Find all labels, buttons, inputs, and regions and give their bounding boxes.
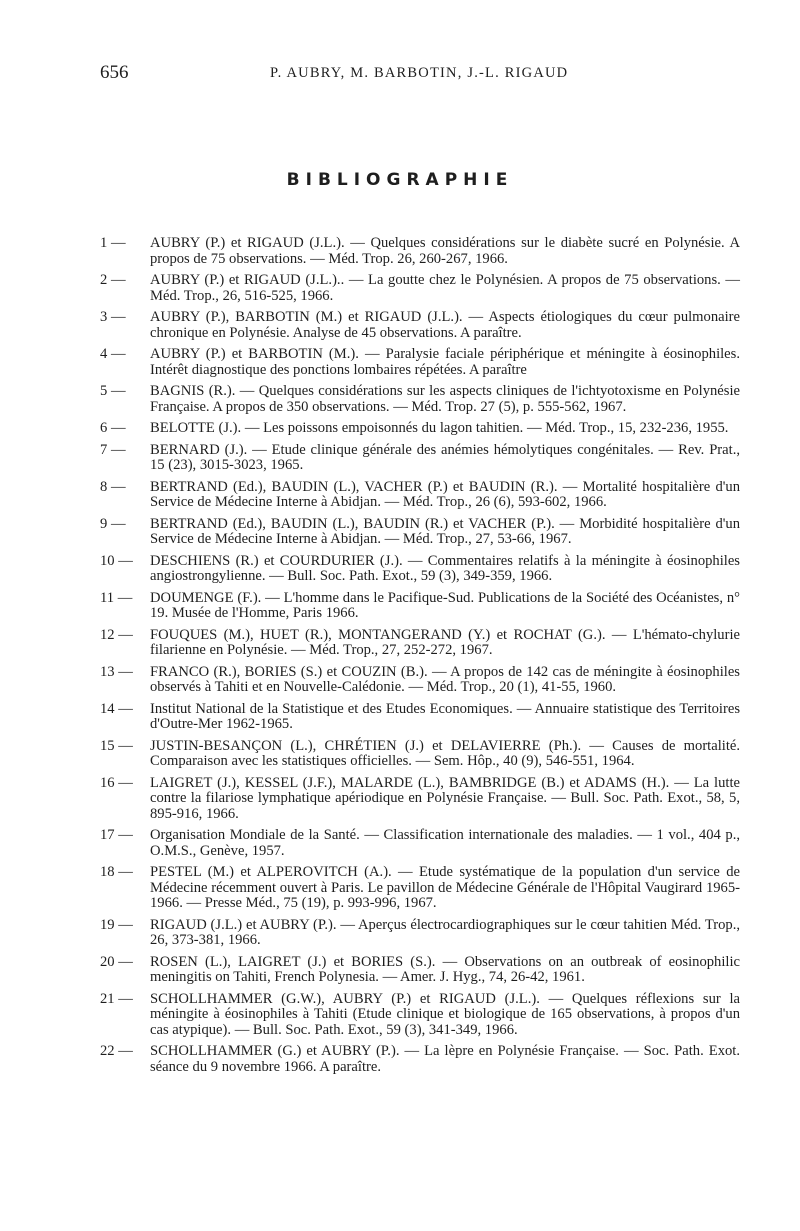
page-number: 656 <box>100 62 129 83</box>
reference-number: 18 — <box>100 864 133 880</box>
reference-entry <box>100 384 740 415</box>
reference-text: FOUQUES (M.), HUET (R.), MONTANGERAND (Y.) et ROCHAT (G.). — L'hémato-chylurie filarienne en Polynésie. — Méd. Trop., 27, 252-272, 1967. <box>150 626 740 658</box>
reference-entry <box>100 443 740 474</box>
reference-number: 2 — <box>100 272 126 288</box>
reference-entry <box>100 421 740 437</box>
reference-entry <box>100 480 740 511</box>
reference-entry <box>100 517 740 548</box>
reference-text: AUBRY (P.) et RIGAUD (J.L.). — Quelques considérations sur le diabète sucré en Polynésie. A propos de 75 observations. — Méd. Trop. 26, 260-267, 1966. <box>150 235 740 267</box>
reference-entry <box>100 865 740 912</box>
reference-number: 5 — <box>100 383 126 399</box>
reference-text: JUSTIN-BESANÇON (L.), CHRÉTIEN (J.) et DELAVIERRE (Ph.). — Causes de mortalité. Comparaison avec les statistiques officielles. — Sem. Hôp., 40 (9), 546-551, 1964. <box>150 737 740 769</box>
reference-text: BERTRAND (Ed.), BAUDIN (L.), BAUDIN (R.) et VACHER (P.). — Morbidité hospitalière d'un Service de Médecine Interne à Abidjan. — Méd. Trop., 27, 53-66, 1967. <box>150 515 740 547</box>
reference-text: FRANCO (R.), BORIES (S.) et COUZIN (B.). — A propos de 142 cas de méningite à éosinophiles observés à Tahiti et en Nouvelle-Calédonie. — Méd. Trop., 20 (1), 41-55, 1960. <box>150 663 740 695</box>
reference-entry <box>100 918 740 949</box>
reference-number: 21 — <box>100 990 133 1007</box>
reference-number: 10 — <box>100 552 133 569</box>
reference-text: LAIGRET (J.), KESSEL (J.F.), MALARDE (L.), BAMBRIDGE (B.) et ADAMS (H.). — La lutte contre la filariose lymphatique apériodique en Polynésie Française. — Bull. Soc. Path. Exot., 58, 5, 895-916, 1966. <box>150 774 740 822</box>
reference-entry <box>100 628 740 659</box>
reference-entry <box>100 554 740 585</box>
running-head: P. AUBRY, M. BARBOTIN, J.-L. RIGAUD <box>270 65 569 81</box>
reference-number: 11 — <box>100 589 133 606</box>
reference-number: 9 — <box>100 515 126 532</box>
reference-number: 22 — <box>100 1043 133 1059</box>
reference-entry <box>100 310 740 341</box>
reference-text: SCHOLLHAMMER (G.) et AUBRY (P.). — La lèpre en Polynésie Française. — Soc. Path. Exot. séance du 9 novembre 1966. A paraître. <box>150 1043 740 1075</box>
reference-text: AUBRY (P.) et BARBOTIN (M.). — Paralysie faciale périphérique et méningite à éosinophiles. Intérêt diagnostique des ponctions lombaires répétées. A paraître <box>150 346 740 378</box>
reference-entry <box>100 1044 740 1075</box>
reference-entry <box>100 591 740 622</box>
bibliography-list <box>100 236 740 1081</box>
reference-entry <box>100 665 740 696</box>
reference-number: 8 — <box>100 478 126 495</box>
reference-entry <box>100 992 740 1039</box>
reference-text: AUBRY (P.) et RIGAUD (J.L.).. — La goutte chez le Polynésien. A propos de 75 observations. — Méd. Trop., 26, 516-525, 1966. <box>150 272 740 304</box>
reference-entry <box>100 955 740 986</box>
reference-number: 17 — <box>100 827 133 843</box>
reference-number: 15 — <box>100 737 133 754</box>
reference-number: 4 — <box>100 346 126 362</box>
reference-text: RIGAUD (J.L.) et AUBRY (P.). — Aperçus électrocardiographiques sur le cœur tahitien Méd. Trop., 26, 373-381, 1966. <box>150 916 740 948</box>
reference-text: BAGNIS (R.). — Quelques considérations sur les aspects cliniques de l'ichtyotoxisme en Polynésie Française. A propos de 350 observations. — Méd. Trop. 27 (5), p. 555-562, 1967. <box>150 383 740 415</box>
reference-text: BELOTTE (J.). — Les poissons empoisonnés du lagon tahitien. — Méd. Trop., 15, 232-236, 1955. <box>150 420 729 436</box>
reference-text: DESCHIENS (R.) et COURDURIER (J.). — Commentaires relatifs à la méningite à éosinophiles angiostrongylienne. — Bull. Soc. Path. Exot., 59 (3), 349-359, 1966. <box>150 552 740 584</box>
reference-entry <box>100 347 740 378</box>
reference-entry <box>100 236 740 267</box>
reference-number: 20 — <box>100 953 133 970</box>
reference-number: 3 — <box>100 309 126 325</box>
reference-number: 19 — <box>100 916 133 933</box>
reference-text: PESTEL (M.) et ALPEROVITCH (A.). — Etude systématique de la population d'un service de Médecine récemment ouvert à Paris. Le pavillon de Médecine Générale de l'Hôpital Vaugirard 1965-1966. — Presse Méd., 75 (19), p. 993-996, 1967. <box>150 864 740 911</box>
reference-number: 13 — <box>100 663 133 680</box>
reference-number: 12 — <box>100 626 133 643</box>
reference-text: Organisation Mondiale de la Santé. — Classification internationale des maladies. — 1 vol., 404 p., O.M.S., Genève, 1957. <box>150 827 740 859</box>
reference-entry <box>100 828 740 859</box>
page-header <box>100 62 740 90</box>
reference-text: Institut National de la Statistique et des Etudes Economiques. — Annuaire statistique des Territoires d'Outre-Mer 1962-1965. <box>150 700 740 732</box>
reference-text: BERTRAND (Ed.), BAUDIN (L.), VACHER (P.) et BAUDIN (R.). — Mortalité hospitalière d'un Service de Médecine Interne à Abidjan. — Méd. Trop., 26 (6), 593-602, 1966. <box>150 478 740 510</box>
reference-number: 7 — <box>100 441 126 458</box>
reference-entry <box>100 702 740 733</box>
section-title: BIBLIOGRAPHIE <box>286 170 514 190</box>
reference-number: 1 — <box>100 235 126 251</box>
reference-entry <box>100 739 740 770</box>
reference-number: 6 — <box>100 420 126 436</box>
reference-entry <box>100 273 740 304</box>
reference-entry <box>100 776 740 823</box>
reference-text: DOUMENGE (F.). — L'homme dans le Pacifique-Sud. Publications de la Société des Océanistes, n° 19. Musée de l'Homme, Paris 1966. <box>150 589 740 621</box>
reference-number: 16 — <box>100 774 133 791</box>
reference-text: SCHOLLHAMMER (G.W.), AUBRY (P.) et RIGAUD (J.L.). — Quelques réflexions sur la méningite à éosinophiles à Tahiti (Etude clinique et biologique de 165 observations, à propos d'un cas atypique). — Bull. Soc. Path. Exot., 59 (3), 341-349, 1966. <box>150 990 740 1038</box>
reference-number: 14 — <box>100 700 133 717</box>
reference-text: BERNARD (J.). — Etude clinique générale des anémies hémolytiques congénitales. — Rev. Prat., 15 (23), 3015-3023, 1965. <box>150 441 740 473</box>
reference-text: ROSEN (L.), LAIGRET (J.) et BORIES (S.). — Observations on an outbreak of eosinophilic meningitis on Tahiti, French Polynesia. — Amer. J. Hyg., 74, 26-42, 1961. <box>150 953 740 985</box>
reference-text: AUBRY (P.), BARBOTIN (M.) et RIGAUD (J.L.). — Aspects étiologiques du cœur pulmonaire chronique en Polynésie. Analyse de 45 observations. A paraître. <box>150 309 740 341</box>
